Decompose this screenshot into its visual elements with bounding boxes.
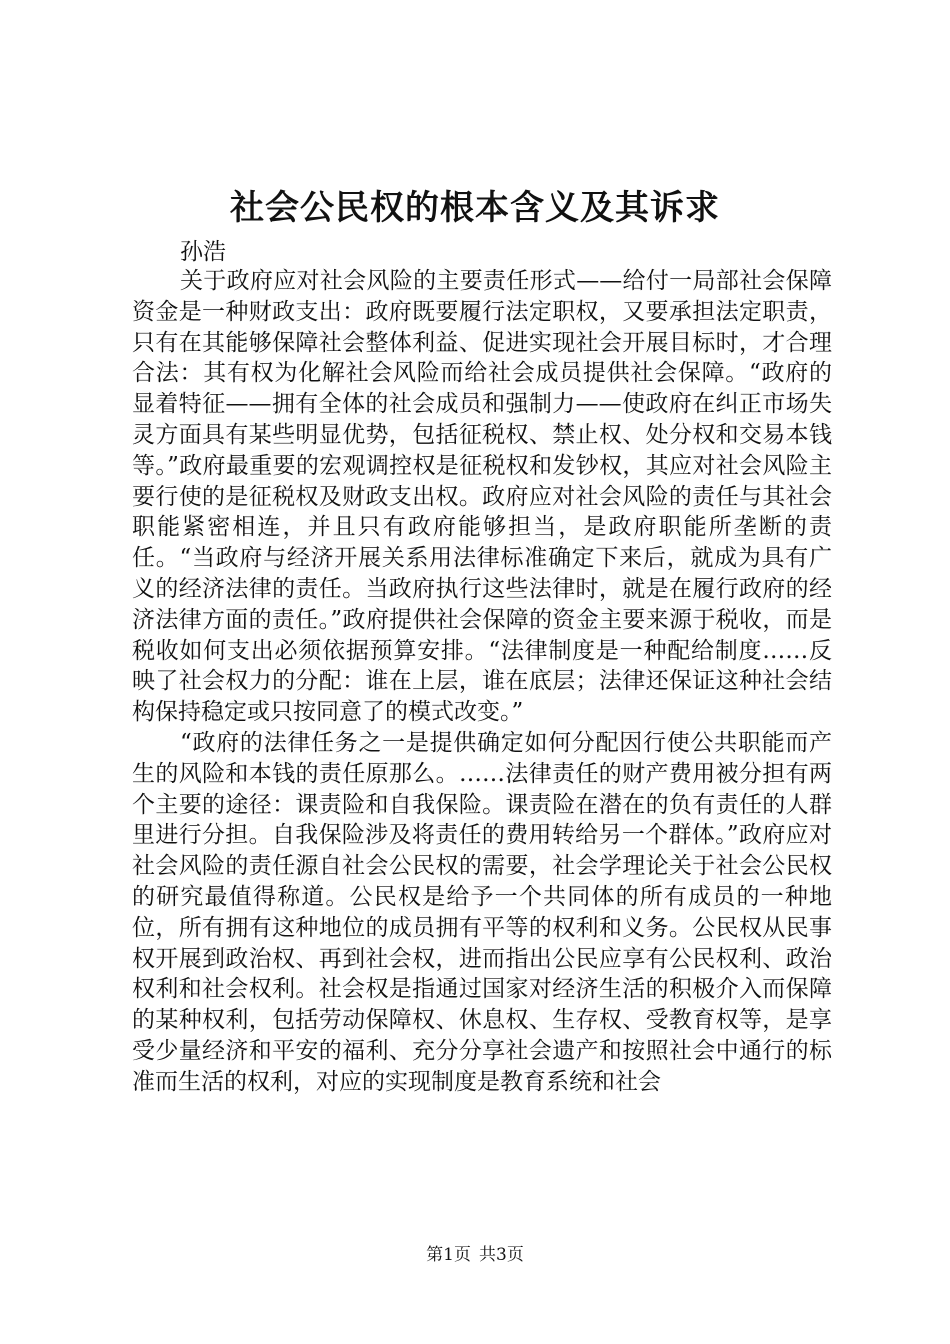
page-footer: [0, 1243, 950, 1267]
page-title: 社会公民权的根本含义及其诉求: [230, 188, 720, 228]
page-total: 共3页: [479, 1245, 524, 1265]
page-number: 第1页: [426, 1245, 471, 1265]
paragraph-2: “政府的法律任务之一是提供确定如何分配因行使公共职能而产生的风险和本钱的责任原那么。……法律责任的财产费用被分担有两个主要的途径：课责险和自我保险。课责险在潜在的负有责任的人群里进行分担。自我保险涉及将责任的费用转给另一个群体。”政府应对社会风险的责任源自社会公民权的需要，社会学理论关于社会公民权的研究最值得称道。公民权是给予一个共同体的所有成员的一种地位，所有拥有这种地位的成员拥有平等的权利和义务。公民权从民事权开展到政治权、再到社会权，进而指出公民应享有公民权利、政治权利和社会权利。社会权是指通过国家对经济生活的积极介入而保障的某种权利，包括劳动保障权、休息权、生存权、受教育权等，是享受少量经济和平安的福利、充分分享社会遗产和按照社会中通行的标准而生活的权利，对应的实现制度是教育系统和社会: [132, 729, 832, 1095]
body-text: [132, 266, 832, 1098]
paragraph-1: 关于政府应对社会风险的主要责任形式——给付一局部社会保障资金是一种财政支出：政府既要履行法定职权，又要承担法定职责，只有在其能够保障社会整体利益、促进实现社会开展目标时，才合理合法：其有权为化解社会风险而给社会成员提供社会保障。“政府的显着特征——拥有全体的社会成员和强制力——使政府在纠正市场失灵方面具有某些明显优势，包括征税权、禁止权、处分权和交易本钱等。”政府最重要的宏观调控权是征税权和发钞权，其应对社会风险主要行使的是征税权及财政支出权。政府应对社会风险的责任与其社会职能紧密相连，并且只有政府能够担当，是政府职能所垄断的责任。“当政府与经济开展关系用法律标准确定下来后，就成为具有广义的经济法律的责任。当政府执行这些法律时，就是在履行政府的经济法律方面的责任。”政府提供社会保障的资金主要来源于税收，而是税收如何支出必须依据预算安排。“法律制度是一种配给制度……反映了社会权力的分配：谁在上层，谁在底层；法律还保证这种社会结构保持稳定或只按同意了的模式改变。”: [132, 268, 832, 726]
author-name: 孙浩: [180, 239, 226, 265]
